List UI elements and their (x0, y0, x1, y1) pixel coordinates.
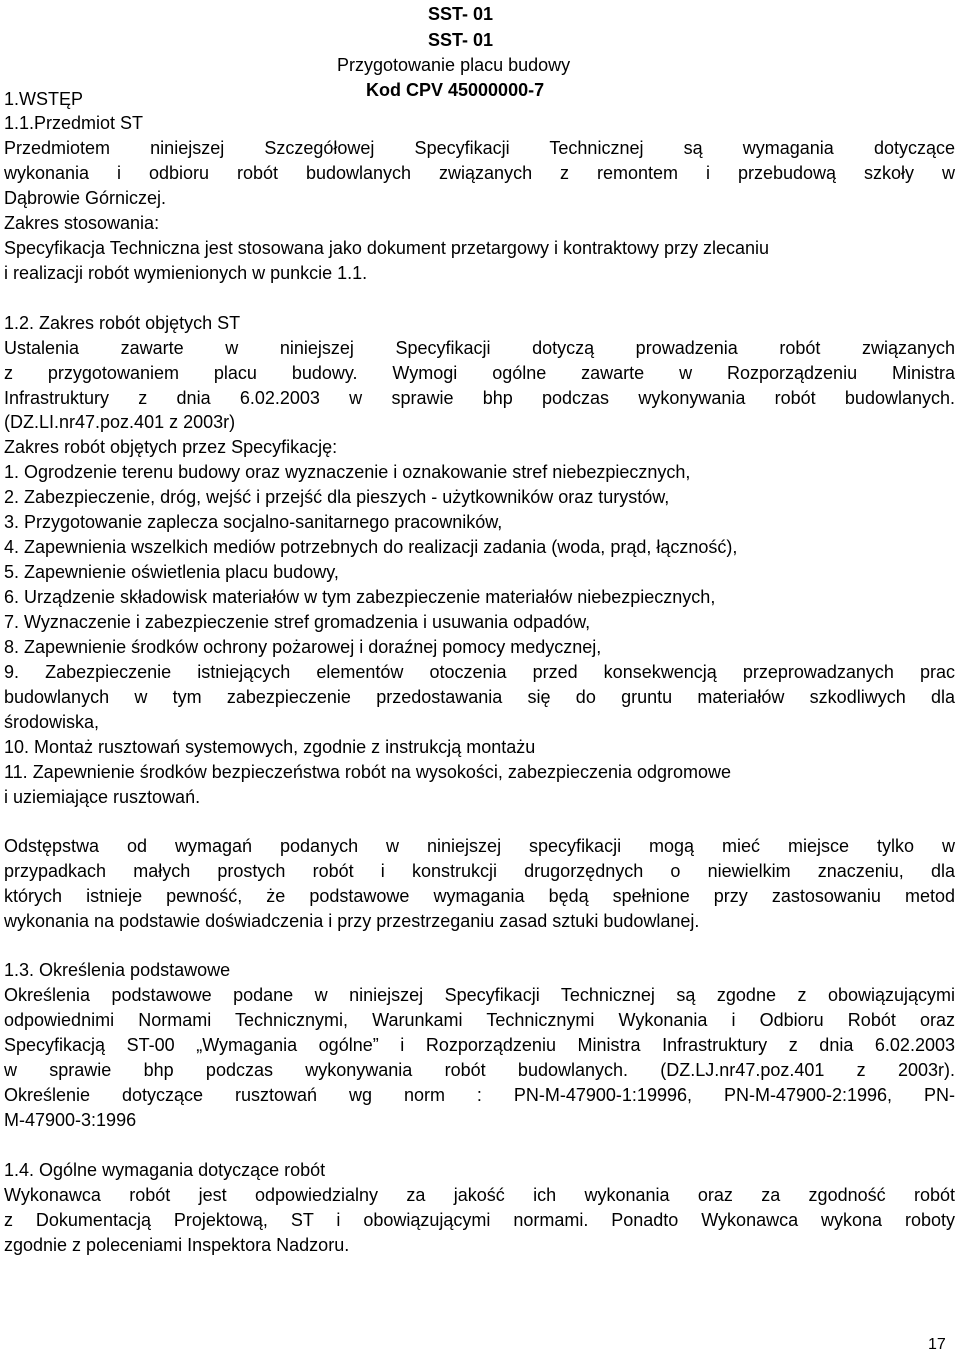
list-item: 1. Ogrodzenie terenu budowy oraz wyznaczenie i oznakowanie stref niebezpiecznych, (4, 462, 691, 482)
list-label: Zakres robót objętych przez Specyfikację: (4, 437, 338, 457)
paragraph-line: Odstępstwa od wymagań podanych w niniejszej specyfikacji mogą mieć miejsce tylko w (4, 836, 955, 856)
paragraph-line: Określenie dotyczące rusztowań wg norm : PN-M-47900-1:19996, PN-M-47900-2:1996, PN- (4, 1085, 955, 1105)
list-item: 5. Zapewnienie oświetlenia placu budowy, (4, 562, 339, 582)
list-item: 8. Zapewnienie środków ochrony pożarowej i doraźnej pomocy medycznej, (4, 637, 602, 657)
paragraph-line: zgodnie z poleceniami Inspektora Nadzoru. (4, 1235, 350, 1255)
subsection-heading: 1.4. Ogólne wymagania dotyczące robót (4, 1160, 326, 1180)
list-item: środowiska, (4, 712, 100, 732)
paragraph-line: i realizacji robót wymienionych w punkcie 1.1. (4, 263, 368, 283)
paragraph-line: wykonania na podstawie doświadczenia i przy przestrzeganiu zasad sztuki budowlanej. (4, 911, 700, 931)
section-heading: 1.WSTĘP (4, 89, 84, 109)
list-item: 7. Wyznaczenie i zabezpieczenie stref gromadzenia i usuwania odpadów, (4, 612, 591, 632)
list-item: 11. Zapewnienie środków bezpieczeństwa robót na wysokości, zabezpieczenia odgromowe (4, 762, 732, 782)
list-item: 4. Zapewnienia wszelkich mediów potrzebnych do realizacji zadania (woda, prąd, łączność), (4, 537, 738, 557)
list-item: 3. Przygotowanie zaplecza socjalno-sanitarnego pracowników, (4, 512, 503, 532)
list-item: 2. Zabezpieczenie, dróg, wejść i przejść dla pieszych - użytkowników oraz turystów, (4, 487, 670, 507)
subsection-heading: 1.1.Przedmiot ST (4, 113, 144, 133)
paragraph-line: wykonania i odbioru robót budowlanych związanych z remontem i przebudową szkoły w (4, 163, 955, 183)
paragraph-line: Przedmiotem niniejszej Szczegółowej Specyfikacji Technicznej są wymagania dotyczące (4, 138, 955, 158)
list-item: budowlanych w tym zabezpieczenie przedostawania się do gruntu materiałów szkodliwych dla (4, 687, 955, 707)
list-item: 10. Montaż rusztowań systemowych, zgodnie z instrukcją montażu (4, 737, 536, 757)
paragraph-line: Infrastruktury z dnia 6.02.2003 w sprawie bhp podczas wykonywania robót budowlanych. (4, 388, 955, 408)
list-item: 6. Urządzenie składowisk materiałów w tym zabezpieczenie materiałów niebezpiecznych, (4, 587, 716, 607)
cpv-code: Kod CPV 45000000-7 (366, 80, 545, 100)
paragraph-line: przypadkach małych prostych robót i konstrukcji drugorzędnych o niewielkim znaczeniu, dla (4, 861, 955, 881)
list-item: i uziemiające rusztowań. (4, 787, 201, 807)
header-code: SST- 01 (428, 4, 494, 24)
paragraph-line: w sprawie bhp podczas wykonywania robót budowlanych. (DZ.LJ.nr47.poz.401 z 2003r). (4, 1060, 955, 1080)
subsection-heading: 1.3. Określenia podstawowe (4, 960, 231, 980)
scope-label: Zakres stosowania: (4, 213, 160, 233)
paragraph-line: z Dokumentacją Projektową, ST i obowiązującymi normami. Ponadto Wykonawca wykona roboty (4, 1210, 955, 1230)
page-number: 17 (928, 1336, 946, 1353)
paragraph-line: Wykonawca robót jest odpowiedzialny za jakość ich wykonania oraz za zgodność robót (4, 1185, 955, 1205)
subsection-heading: 1.2. Zakres robót objętych ST (4, 313, 241, 333)
list-item: 9. Zabezpieczenie istniejących elementów otoczenia przed konsekwencją przeprowadzanych prac (4, 662, 955, 682)
paragraph-line: odpowiednimi Normami Technicznymi, Warunkami Technicznymi Wykonania i Odbioru Robót oraz (4, 1010, 955, 1030)
paragraph-line: Ustalenia zawarte w niniejszej Specyfikacji dotyczą prowadzenia robót związanych (4, 338, 955, 358)
document-subtitle: Przygotowanie placu budowy (337, 55, 571, 75)
paragraph-line: Specyfikacją ST-00 „Wymagania ogólne” i Rozporządzeniu Ministra Infrastruktury z dnia 6.02.2003 (4, 1035, 955, 1055)
paragraph-line: (DZ.LI.nr47.poz.401 z 2003r) (4, 412, 236, 432)
paragraph-line: których istnieje pewność, że podstawowe wymagania będą spełnione przy zastosowaniu metod (4, 886, 955, 906)
paragraph-line: z przygotowaniem placu budowy. Wymogi ogólne zawarte w Rozporządzeniu Ministra (4, 363, 955, 383)
paragraph-line: Dąbrowie Górniczej. (4, 188, 167, 208)
paragraph-line: M-47900-3:1996 (4, 1110, 137, 1130)
paragraph-line: Specyfikacja Techniczna jest stosowana jako dokument przetargowy i kontraktowy przy zlecaniu (4, 238, 770, 258)
header-code-repeat: SST- 01 (428, 30, 494, 50)
paragraph-line: Określenia podstawowe podane w niniejszej Specyfikacji Technicznej są zgodne z obowiązującymi (4, 985, 955, 1005)
